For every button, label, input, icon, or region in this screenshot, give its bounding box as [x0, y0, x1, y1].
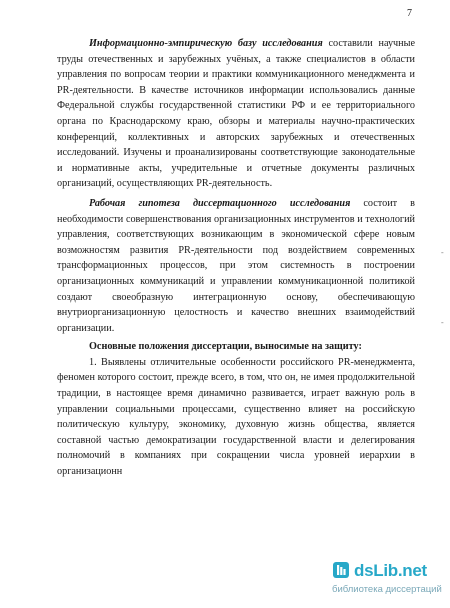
watermark-subtitle: библиотека диссертаций	[332, 584, 442, 595]
paragraph-hypothesis	[57, 196, 415, 336]
section-heading: Основные положения диссертации, выносимые на защиту:	[89, 341, 362, 353]
scan-margin-mark: -	[441, 318, 444, 327]
scan-margin-mark: -	[441, 248, 444, 257]
watermark-brand: dsLib.net	[354, 561, 427, 580]
paragraph-lead: Рабочая гипотеза диссертационного исследования	[89, 197, 351, 209]
paragraph-lead: Информационно-эмпирическую базу исследования	[89, 38, 323, 49]
document-body	[57, 36, 415, 480]
list-item-1: 1. Выявлены отличительные особенности российского PR-менеджмента, феномен которого состоит, прежде всего, в том, что он, не имея продолжительной традиции, в настоящее время динамично развивается, играет важную роль в управлении социальными процессами, существенно влияет на российскую политическую культуру, экономику, духовную жизнь общества, является составной частью демократизации государственной власти и делегирования полномочий в компаниях при сокращении числа уровней иерархии в организационн	[57, 356, 415, 478]
paragraph-empirical-base	[57, 36, 415, 192]
dslib-logo-icon	[332, 561, 350, 579]
watermark[interactable]	[332, 561, 444, 603]
page-number: 7	[407, 8, 412, 19]
paragraph-text: составили научные труды отечественных и зарубежных учёных, а также специалистов в области управления по вопросам теории и практики коммуникационного менеджмента и PR-деятельности. В качестве источников информации использовались данные Федеральной службы государственной статистики РФ и ее территориального органа по Краснодарскому краю, обзоры и материалы научно-практических конференций, коллективных и авторских зарубежных и отечественных исследований. Изучены и проанализированы соответствующие законодательные и нормативные акты, учредительные и отчетные документы различных организаций, осуществляющих PR-деятельность.	[57, 38, 415, 190]
paragraph-text: состоит в необходимости совершенствования организационных инструментов и технологий управления, соответствующих возникающим в экономической сфере новым возможностям развития PR-деятельности под воздействием современных трансформационных процессов, при этом системность в построении организационных коммуникаций и управлении коммуникационной политикой создают своеобразную интеграционную основу, обеспечивающую внутриорганизационную целостность и качество внешних взаимодействий организации.	[57, 197, 415, 334]
